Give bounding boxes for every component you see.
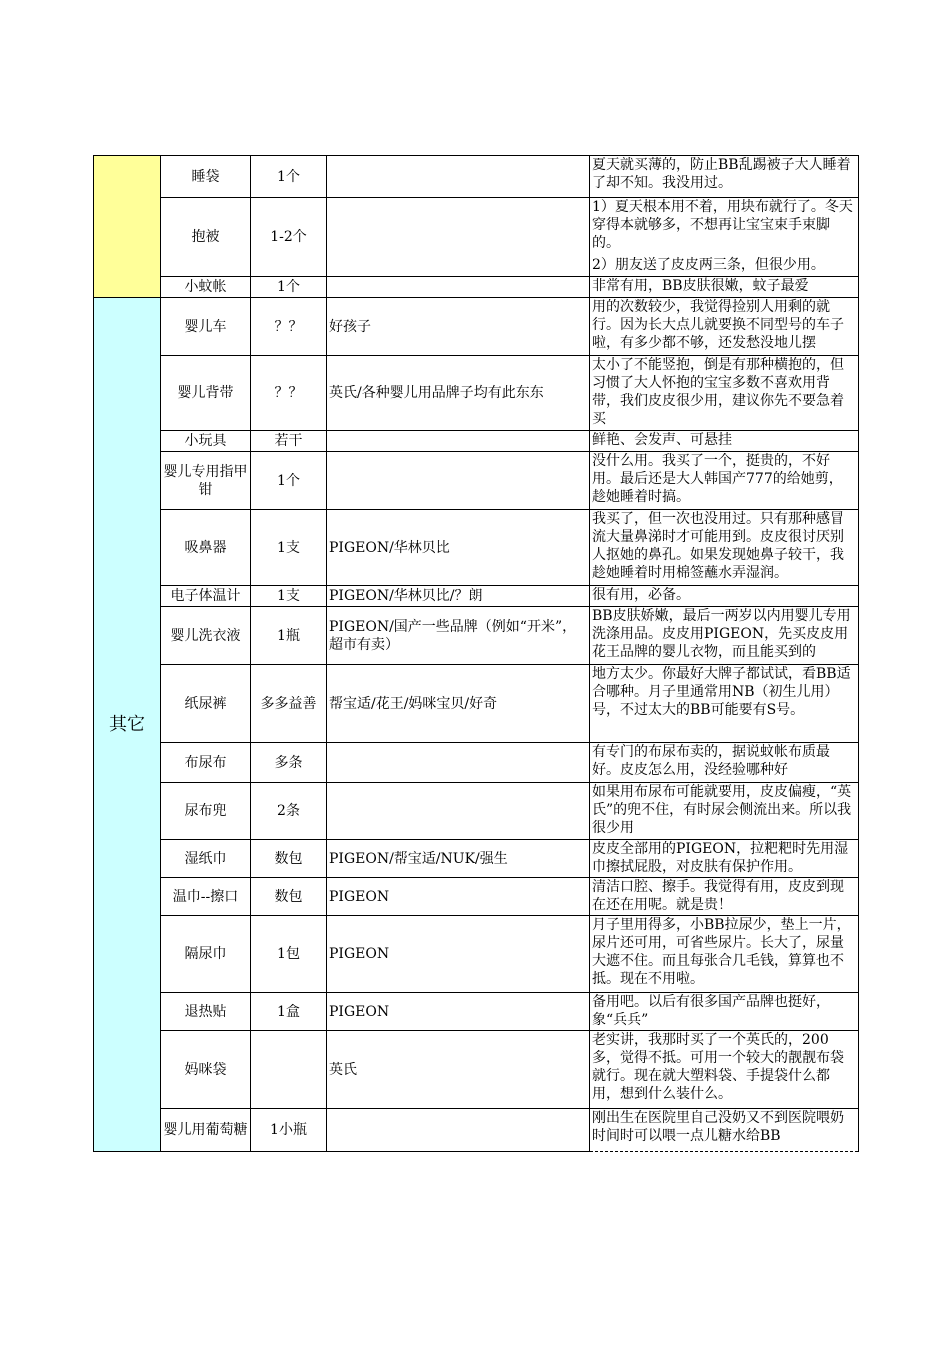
item-quantity-cell: 1-2个 <box>251 198 327 277</box>
item-quantity-cell: 1瓶 <box>251 607 327 665</box>
table-row <box>94 452 859 510</box>
item-name-cell: 湿纸巾 <box>161 840 251 878</box>
item-name-cell: 婴儿车 <box>161 298 251 356</box>
item-note-text: 太小了不能竖抱，倒是有那种横抱的，但习惯了大人怀抱的宝宝多数不喜欢用背带，我们皮皮很少用，建议你先不要急着买 <box>592 357 844 427</box>
item-note-cell <box>590 916 859 993</box>
item-quantity-cell: 多多益善 <box>251 665 327 743</box>
item-name-cell: 尿布兜 <box>161 783 251 840</box>
item-name-cell: 睡袋 <box>161 156 251 198</box>
table-row <box>94 510 859 586</box>
category-cell-other: 其它 <box>94 298 161 1152</box>
item-note-cell <box>590 156 859 198</box>
item-note-text: 备用吧。以后有很多国产品牌也挺好，象“兵兵” <box>592 994 830 1028</box>
table-row <box>94 356 859 431</box>
table-row <box>94 1031 859 1109</box>
item-brand-cell: 英氏/各种婴儿用品牌子均有此东东 <box>327 356 590 431</box>
item-note-cell <box>590 586 859 607</box>
item-quantity-cell: 1盒 <box>251 993 327 1031</box>
item-quantity-cell: 多条 <box>251 743 327 783</box>
item-brand-cell <box>327 452 590 510</box>
item-brand-cell <box>327 1109 590 1152</box>
table-row <box>94 156 859 198</box>
item-brand-cell: 帮宝适/花王/妈咪宝贝/好奇 <box>327 665 590 743</box>
item-note-cell <box>590 665 859 743</box>
item-name-cell: 退热贴 <box>161 993 251 1031</box>
item-name-cell: 婴儿背带 <box>161 356 251 431</box>
item-note-cell <box>590 356 859 431</box>
table-row <box>94 1109 859 1152</box>
item-note-cell <box>590 878 859 916</box>
table-row <box>94 586 859 607</box>
item-name-cell: 隔尿巾 <box>161 916 251 993</box>
item-note-cell <box>590 607 859 665</box>
item-note-cell <box>590 431 859 452</box>
item-name-cell: 小蚊帐 <box>161 277 251 298</box>
item-note-text: BB皮肤娇嫩，最后一两岁以内用婴儿专用洗涤用品。皮皮用PIGEON，先买皮皮用花王品牌的婴儿衣物，而且能买到的 <box>592 608 851 660</box>
item-quantity-cell: 1小瓶 <box>251 1109 327 1152</box>
item-brand-cell <box>327 156 590 198</box>
item-quantity-cell: 1支 <box>251 586 327 607</box>
item-note-cell <box>590 298 859 356</box>
item-note-cell <box>590 198 859 277</box>
item-brand-cell <box>327 198 590 277</box>
item-note-cell <box>590 743 859 783</box>
item-note-cell <box>590 783 859 840</box>
item-note-text: 我买了，但一次也没用过。只有那种感冒流大量鼻涕时才可能用到。皮皮很讨厌别人抠她的鼻孔。如果发现她鼻子较干，我趁她睡着时用棉签蘸水弄湿润。 <box>592 511 844 581</box>
item-note-text: 皮皮全部用的PIGEON，拉粑粑时先用湿巾擦拭屁股，对皮肤有保护作用。 <box>592 841 849 875</box>
item-brand-cell <box>327 743 590 783</box>
table-row <box>94 607 859 665</box>
table-row <box>94 916 859 993</box>
item-note-text: 鲜艳、会发声、可悬挂 <box>592 432 732 448</box>
item-quantity-cell: 数包 <box>251 878 327 916</box>
item-name-cell: 纸尿裤 <box>161 665 251 743</box>
item-brand-cell <box>327 277 590 298</box>
item-note-text: 非常有用，BB皮肤很嫩，蚊子最爱 <box>592 278 809 294</box>
item-note-text: 没什么用。我买了一个，挺贵的，不好用。最后还是大人韩国产777的给她剪，趁她睡着时搞。 <box>592 453 843 505</box>
item-note-text: 清洁口腔、擦手。我觉得有用，皮皮到现在还在用呢。就是贵！ <box>592 879 844 913</box>
item-note-text: 用的次数较少，我觉得捡别人用剩的就行。因为长大点儿就要换不同型号的车子啦，有多少都不够，还发愁没地儿摆 <box>592 299 844 351</box>
item-name-cell: 布尿布 <box>161 743 251 783</box>
item-quantity-cell: 数包 <box>251 840 327 878</box>
category-cell-yellow <box>94 156 161 298</box>
item-quantity-cell: 若干 <box>251 431 327 452</box>
item-quantity-cell: 2条 <box>251 783 327 840</box>
item-note-text: 地方太少。你最好大牌子都试试，看BB适合哪种。月子里通常用NB（初生儿用）号，不过太大的BB可能要有S号。 <box>592 666 851 718</box>
item-brand-cell <box>327 431 590 452</box>
item-quantity-cell: 1个 <box>251 156 327 198</box>
item-brand-cell <box>327 783 590 840</box>
item-brand-cell: 好孩子 <box>327 298 590 356</box>
item-note-cell <box>590 452 859 510</box>
item-note-cell <box>590 277 859 298</box>
item-brand-cell: PIGEON/华林贝比/？朗 <box>327 586 590 607</box>
item-note-text: 月子里用得多，小BB拉尿少，垫上一片，尿片还可用，可省些尿片。长大了，尿量大遮不住。而且每张合几毛钱，算算也不抵。现在不用啦。 <box>592 917 851 987</box>
table-row <box>94 743 859 783</box>
item-note-text: 1）夏天根本用不着，用块布就行了。冬天穿得本就够多，不想再让宝宝束手束脚的。 <box>592 199 853 251</box>
item-note-cell <box>590 510 859 586</box>
item-name-cell: 婴儿专用指甲钳 <box>161 452 251 510</box>
table-row <box>94 198 859 277</box>
item-quantity-cell <box>251 1031 327 1109</box>
item-quantity-cell: 1个 <box>251 277 327 298</box>
item-name-cell: 吸鼻器 <box>161 510 251 586</box>
item-brand-cell: PIGEON <box>327 878 590 916</box>
item-note-cell <box>590 1031 859 1109</box>
item-brand-cell: PIGEON <box>327 916 590 993</box>
item-name-cell: 婴儿洗衣液 <box>161 607 251 665</box>
item-quantity-cell: 1支 <box>251 510 327 586</box>
item-note-text: 有专门的布尿布卖的，据说蚊帐布质最好。皮皮怎么用，没经验哪种好 <box>592 744 830 778</box>
item-brand-cell: PIGEON/帮宝适/NUK/强生 <box>327 840 590 878</box>
table-row <box>94 277 859 298</box>
item-note-cell <box>590 993 859 1031</box>
item-quantity-cell: ？？ <box>251 356 327 431</box>
table-body <box>94 156 859 1152</box>
item-name-cell: 电子体温计 <box>161 586 251 607</box>
table-row <box>94 878 859 916</box>
item-brand-cell: 英氏 <box>327 1031 590 1109</box>
item-note-text: 如果用布尿布可能就要用，皮皮偏瘦，“英氏”的兜不住，有时尿会侧流出来。所以我很少用 <box>592 784 852 836</box>
table-row <box>94 783 859 840</box>
item-brand-cell: PIGEON <box>327 993 590 1031</box>
item-note-text: 夏天就买薄的，防止BB乱踢被子大人睡着了却不知。我没用过。 <box>592 157 851 191</box>
item-note-text: 很有用，必备。 <box>592 587 690 603</box>
item-name-cell: 抱被 <box>161 198 251 277</box>
item-note-text: 老实讲，我那时买了一个英氏的，200多，觉得不抵。可用一个较大的靓靓布袋就行。现在就大塑料袋、手提袋什么都用，想到什么装什么。 <box>592 1032 844 1102</box>
item-name-cell: 小玩具 <box>161 431 251 452</box>
item-brand-cell: PIGEON/国产一些品牌（例如“开米”，超市有卖） <box>327 607 590 665</box>
table-row <box>94 665 859 743</box>
table-row <box>94 840 859 878</box>
item-brand-cell: PIGEON/华林贝比 <box>327 510 590 586</box>
item-name-cell: 婴儿用葡萄糖 <box>161 1109 251 1152</box>
table-row <box>94 298 859 356</box>
table-row <box>94 993 859 1031</box>
item-quantity-cell: 1个 <box>251 452 327 510</box>
item-note-cell <box>590 840 859 878</box>
item-note-text: 刚出生在医院里自己没奶又不到医院喂奶时间时可以喂一点儿糖水给BB <box>592 1110 844 1144</box>
item-name-cell: 妈咪袋 <box>161 1031 251 1109</box>
table-row <box>94 431 859 452</box>
item-name-cell: 温巾--擦口 <box>161 878 251 916</box>
baby-supply-table <box>93 155 859 1152</box>
item-note-text-2: 2）朋友送了皮皮两三条，但很少用。 <box>592 257 825 273</box>
item-note-cell <box>590 1109 859 1152</box>
supply-table-container <box>93 155 859 1152</box>
item-quantity-cell: 1包 <box>251 916 327 993</box>
item-quantity-cell: ？？ <box>251 298 327 356</box>
